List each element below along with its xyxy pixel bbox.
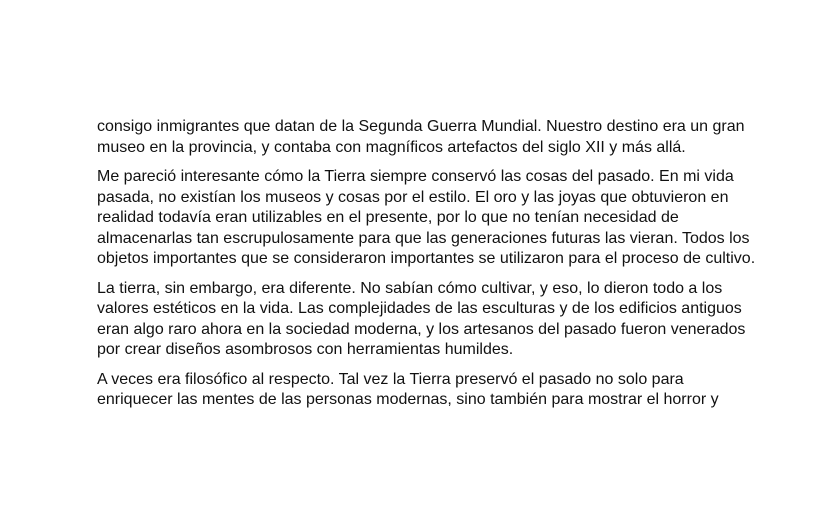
paragraph-3: La tierra, sin embargo, era diferente. No sabían cómo cultivar, y eso, lo dieron todo a los valores estéticos en la vida. Las complejidades de las esculturas y de los edificios antiguos eran algo raro ahora en la sociedad moderna, y los artesanos del pasado fueron venerados por crear diseños asombrosos con herramientas humildes. xyxy=(97,279,746,358)
paragraph-4: A veces era filosófico al respecto. Tal vez la Tierra preservó el pasado no solo para enriquecer las mentes de las personas modernas, sino también para mostrar el horror y xyxy=(97,370,719,408)
paragraph-2: Me pareció interesante cómo la Tierra siempre conservó las cosas del pasado. En mi vida pasada, no existían los museos y cosas por el estilo. El oro y las joyas que obtuvieron en realidad todavía eran utilizables en el presente, por lo que no tenían necesidad de almacenarlas tan escrupulosamente para que las generaciones futuras las vieran. Todos los objetos importantes que se consideraron importantes se utilizaron para el proceso de cultivo. xyxy=(97,168,756,267)
text-body xyxy=(97,117,757,420)
paragraph-1: consigo inmigrantes que datan de la Segunda Guerra Mundial. Nuestro destino era un gran museo en la provincia, y contaba con magníficos artefactos del siglo XII y más allá. xyxy=(97,118,745,156)
